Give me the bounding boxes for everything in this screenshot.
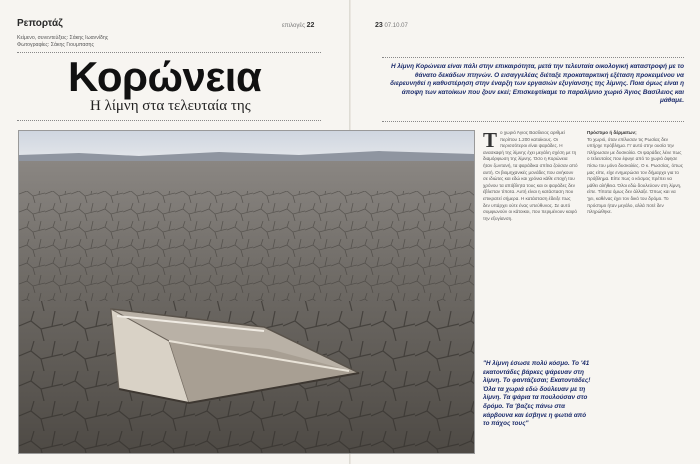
article-title: Κορώνεια (68, 53, 262, 100)
lake-photo (18, 130, 475, 454)
dry-lakebed-boat-image (19, 131, 474, 453)
body-column-2 (587, 130, 683, 216)
page-number-right (375, 22, 408, 29)
pull-quote: "Η λίμνη έσωσε πολύ κόσμο. Το '41 εκατοντάδες βάρκες ψάρευαν στη λίμνη. Το φαντάζεσαι; Εκατοντάδες! Όλα τα χωριά εδώ δούλευαν με τη λίμνη. Τα ψάρια τα πουλούσαν στο δρόμο. Τα 'βαζες πάνω στα κάρβουνα και έσβηνε η φωτιά από το πάχος τους" (483, 360, 591, 428)
body-column-1 (483, 130, 578, 222)
credits (17, 35, 108, 49)
page-number-left (282, 22, 314, 29)
divider-under-lead (382, 121, 684, 122)
drop-cap: Τ (483, 128, 498, 152)
article-subtitle: Η λίμνη στα τελευταία της (90, 98, 251, 114)
divider-under-title (17, 120, 321, 121)
section-label: Ρεπορτάζ (17, 18, 63, 29)
page-right-num: 23 (375, 22, 383, 29)
credit-text: Κείμενο, συνεντεύξεις: Σάκης Ιωαννίδης (17, 35, 109, 41)
page-left-num: 22 (306, 22, 315, 29)
credit-photo: Φωτογραφίες: Σάκης Γιουμπασης (17, 42, 94, 48)
issue-date: 07.10.07 (384, 23, 408, 29)
page-label: επιλογές (282, 23, 305, 29)
body-text-2: Το χωριό, όταν επίλυσαν τις Ρωσίας δεν υπήρχε πρόβλημα. Γι' αυτό στην ουσία την πλήρωσαν με δυσκολία. Οι ψαράδες λένε πως ο τελευταίος που έφυγε από το χωριό άφησε πίσω του μόνο δυσκολίες. Ο κ. Ρωσσίας, όπως μας είπε, είχε ενημερώσει τον δήμαρχο για το πρόβλημα. Είπε πως ο κόσμος πρέπει να μάθει αλήθεια. Όλοι εδώ δουλεύουν στη λίμνη, είπε. Τίποτα όμως δεν άλλαξε. Όπως και να 'χει, καθένας έχει τον δικό του δρόμο. Το πρόστιμο ήταν μεγάλο, αλλά ποτέ δεν πληρώθηκε. (587, 136, 683, 215)
lead-paragraph: Η λίμνη Κορώνεια είναι πάλι στην επικαιρότητα, μετά την τελευταία οικολογική καταστροφή με το θάνατο δεκάδων πτηνών. Ο εισαγγελέας διέταξε προκαταρκτική εξέταση προκειμένου να διερευνηθεί η καθυστέρηση στην έναρξη των εργασιών εξυγίανσης της λίμνης. Ποια όμως είναι η άποψη των κατοίκων που ζουν εκεί; Επισκεφτίκαμε το παραλίμνιο χωριό Άγιος Βασίλειος και μάθαμε. (390, 63, 684, 105)
subhead: Πρόστιμο ή δέρματων; (587, 130, 637, 135)
body-text-1: ο χωριό Άγιος Βασίλειος αριθμεί περίπου 1.200 κατοίκους. Οι περισσότεροι είναι ψαράδες. Η ανασκαφή της λίμνης έχει μεγάλη σχέση με τη διαμόρφωση της λίμνης. Όσο η Κορώνεια ήταν ζωντανή, τα ψαράδικα σπίτια ζούσαν από αυτή. Οι βιομηχανικές μονάδες που ανήκουν σε ιδιώτες και εδώ και χρόνια κάθε εποχή του χρόνου τα απόβλητα τους και οι ψαράδες δεν έβλεπαν τίποτα. Αυτή είναι η κατάσταση που επικρατεί σήμερα. Η κατάσταση έδειξε πως δεν υπάρχει ούτε ένας υπεύθυνος. Σε αυτό συμφωνούν οι κάτοικοι, που περιμένουν καιρό την εξυγίανση. (483, 130, 578, 221)
divider-top-right (382, 57, 684, 58)
